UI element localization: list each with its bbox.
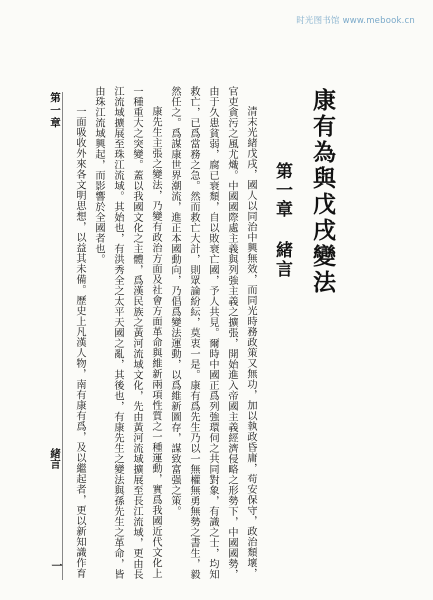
watermark: 时光图书馆 www.mebook.cn: [296, 16, 415, 26]
body-paragraph: 一面吸收外來各文明思想，以益其未備。歷史上凡漢人物，南有康有爲，及以繼起者，更以新知識作育: [74, 106, 85, 579]
body-text: [70, 86, 260, 586]
footer-divider: [62, 92, 63, 580]
body-paragraph: 康先生主張之變法，乃變有政治方面及社會方面革命與維新兩項性質之一種運動，實爲我國近代文化上一種重大之突變。蓋以我國文化之主體，爲漢民族之黃河流域文化，先由黃河流域擴展至長江流域，更由長江流域擴展至珠江流域。其始也，有洪秀全之太平天國之亂，其後也，有康先生之變法與孫先生之革命，皆由珠江流域興起，而影響於全國者也。: [93, 86, 161, 580]
chapter-heading: 第一章 緒言: [272, 162, 292, 279]
page-number: 一: [50, 560, 63, 571]
footer-chapter-label: 第一章: [49, 92, 61, 130]
body-paragraph: 清末光緒戊戌，國人以同治中興無效，而同光時務政策又無功，加以執政昏庸，苟安保守，政治頹壞，官吏貪污之風尤熾。中國國際處主義與列強主義之擴張，開始進入帝國主義經濟侵略之形勢下，中國國勢，由于久患貧弱，腐已衰頹，自以敗衰亡國，予人共見。爾時中國正爲列強環伺之共同對象，有識之士，均知救亡，已爲當務之急。然而救亡大計，則眾論紛紜，莫衷一是。康有爲先生乃以一無權無勇無勢之書生，毅然任之。爲謀康世界潮流，進正本國動向，乃倡爲變法運動，以爲維新圖存，謀致富强之策。: [169, 86, 256, 580]
footer-section-label: 緒言: [49, 448, 61, 469]
book-title: 康有為與戊戌變法: [309, 88, 336, 296]
